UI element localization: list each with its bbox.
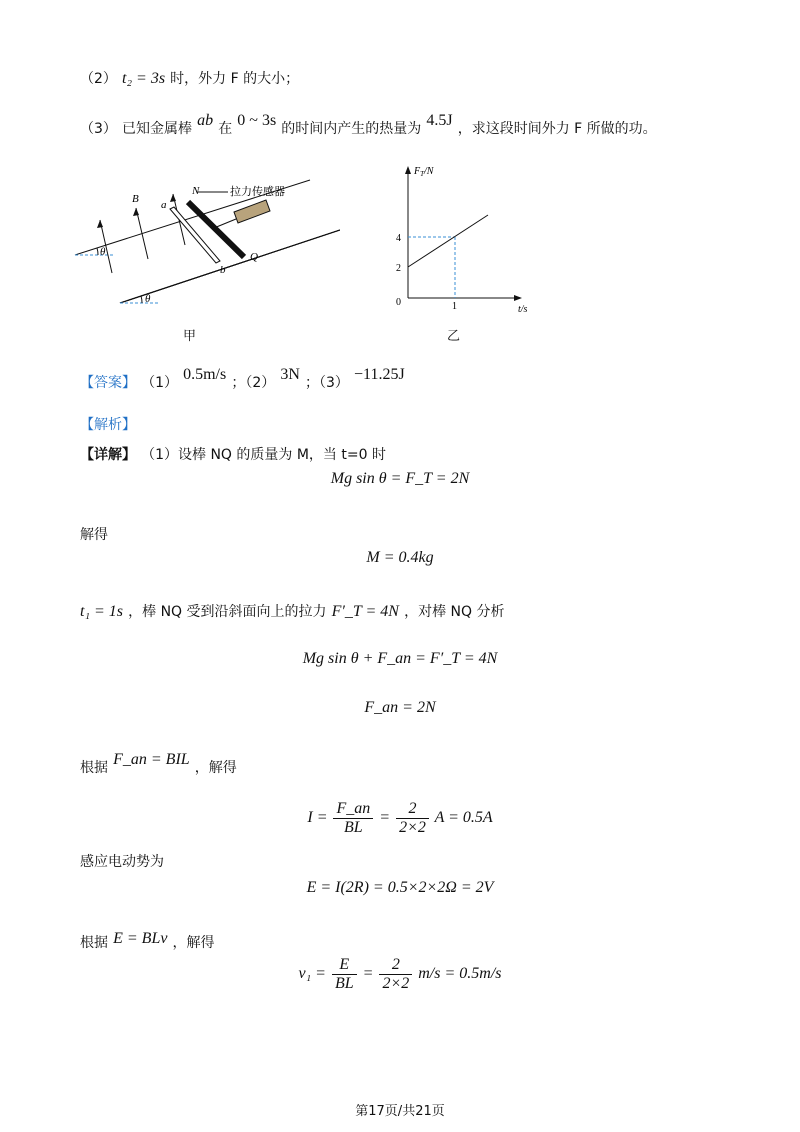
t1-text: ，棒 NQ 受到沿斜面向上的拉力 xyxy=(128,604,327,620)
equation-4: F_an = 2N xyxy=(364,699,436,716)
eq5-rhs: A = 0.5A xyxy=(434,809,493,827)
answer-2: 3N xyxy=(280,366,300,383)
answer-3: −11.25J xyxy=(354,366,405,383)
x-tick-1: 1 xyxy=(452,301,457,312)
eq7-rhs: m/s = 0.5m/s xyxy=(418,965,502,983)
answer-part1-label: （1） xyxy=(141,375,179,391)
tension-equation: F′_T = 4N xyxy=(331,603,399,620)
eq7-lhs: v₁ = xyxy=(298,965,326,983)
denominator: 2×2 xyxy=(399,819,426,836)
question-number: （2） xyxy=(80,71,117,87)
analysis-tag: 【解析】 xyxy=(80,417,136,433)
fraction xyxy=(379,956,412,993)
basis-line-2 xyxy=(80,932,215,952)
angle-arc-2 xyxy=(141,296,142,303)
question-text-2: 在 xyxy=(218,121,233,137)
y-axis-label: $F_T/N$ xyxy=(414,166,434,178)
answer-line xyxy=(80,366,405,392)
t1-end: ，对棒 NQ 分析 xyxy=(404,604,505,620)
denominator: BL xyxy=(334,975,354,992)
theta-label-2: θ xyxy=(145,293,151,305)
caption-jia: 甲 xyxy=(183,329,197,344)
caption-yi: 乙 xyxy=(447,329,461,344)
label-a: a xyxy=(161,199,167,211)
question-2 xyxy=(80,68,299,88)
answer-1: 0.5m/s xyxy=(183,366,227,383)
detail-text: （1）设棒 NQ 的质量为 M，当 t=0 时 xyxy=(141,447,386,463)
angle-arc-1 xyxy=(97,248,98,255)
origin-label: 0 xyxy=(396,297,401,308)
numerator: 2 xyxy=(379,956,412,975)
basis-post: ，解得 xyxy=(172,935,215,951)
time-range: 0 ~ 3s xyxy=(237,112,277,129)
equation-3: Mg sin θ + F_an = F′_T = 4N xyxy=(302,650,498,667)
basis-line-1 xyxy=(80,751,237,777)
detail-line xyxy=(80,444,386,464)
answer-part2-label: ；（2） xyxy=(231,375,276,391)
rod-ab: ab xyxy=(197,112,214,129)
denominator: BL xyxy=(344,819,363,836)
condition-equation: t₂ = 3s xyxy=(122,70,166,87)
figure-yi xyxy=(388,160,548,320)
detail-tag: 【详解】 xyxy=(80,447,136,463)
fraction xyxy=(333,800,373,837)
question-text-1: 已知金属棒 xyxy=(122,121,193,137)
t1-equation: t₁ = 1s xyxy=(80,603,124,620)
question-text-3: 的时间内产生的热量为 xyxy=(281,121,422,137)
eq7-eq: = xyxy=(362,965,374,983)
t1-line xyxy=(80,601,504,621)
numerator: E xyxy=(332,956,357,975)
force-sensor xyxy=(234,200,270,223)
field-arrow xyxy=(136,208,148,259)
eq5-eq: = xyxy=(379,809,391,827)
equation-1: Mg sin θ = F_T = 2N xyxy=(330,470,470,487)
emf-label: 感应电动势为 xyxy=(80,854,164,870)
y-tick-2: 2 xyxy=(396,263,401,274)
sensor-string xyxy=(214,219,236,228)
equation-5 xyxy=(0,800,800,837)
heat-value: 4.5J xyxy=(426,112,453,129)
jiede-1: 解得 xyxy=(80,527,108,543)
label-N: N xyxy=(192,185,200,197)
label-B: B xyxy=(132,193,139,205)
denominator: 2×2 xyxy=(382,975,410,992)
question-text-4: ，求这段时间外力 F 所做的功。 xyxy=(457,121,657,137)
equation-2: M = 0.4kg xyxy=(366,549,434,566)
question-3 xyxy=(80,112,657,138)
label-Q: Q xyxy=(250,251,258,263)
answer-part3-label: ；（3） xyxy=(305,375,349,391)
emf-equation: E = BLv xyxy=(113,930,168,947)
ampere-force-equation: F_an = BIL xyxy=(113,751,190,768)
rod-ab xyxy=(170,207,220,263)
label-b: b xyxy=(220,264,226,276)
label-sensor: 拉力传感器 xyxy=(230,186,285,198)
basis-pre: 根据 xyxy=(80,935,108,951)
basis-post: ，解得 xyxy=(194,760,237,776)
answer-tag: 【答案】 xyxy=(80,375,136,391)
equation-7 xyxy=(0,956,800,993)
eq5-lhs: I = xyxy=(307,809,328,827)
y-tick-4: 4 xyxy=(396,233,401,244)
data-line xyxy=(408,215,488,267)
basis-pre: 根据 xyxy=(80,760,108,776)
numerator: F_an xyxy=(333,800,373,819)
x-axis-label: t/s xyxy=(518,304,528,315)
question-number: （3） xyxy=(80,121,117,137)
theta-label-1: θ xyxy=(100,246,106,258)
numerator: 2 xyxy=(396,800,429,819)
fraction xyxy=(332,956,357,993)
equation-6: E = I(2R) = 0.5×2×2Ω = 2V xyxy=(306,879,494,896)
fraction xyxy=(396,800,429,837)
figure-jia xyxy=(70,175,340,350)
page-footer: 第17页/共21页 xyxy=(355,1104,445,1119)
question-text: 时，外力 F 的大小； xyxy=(170,71,300,87)
